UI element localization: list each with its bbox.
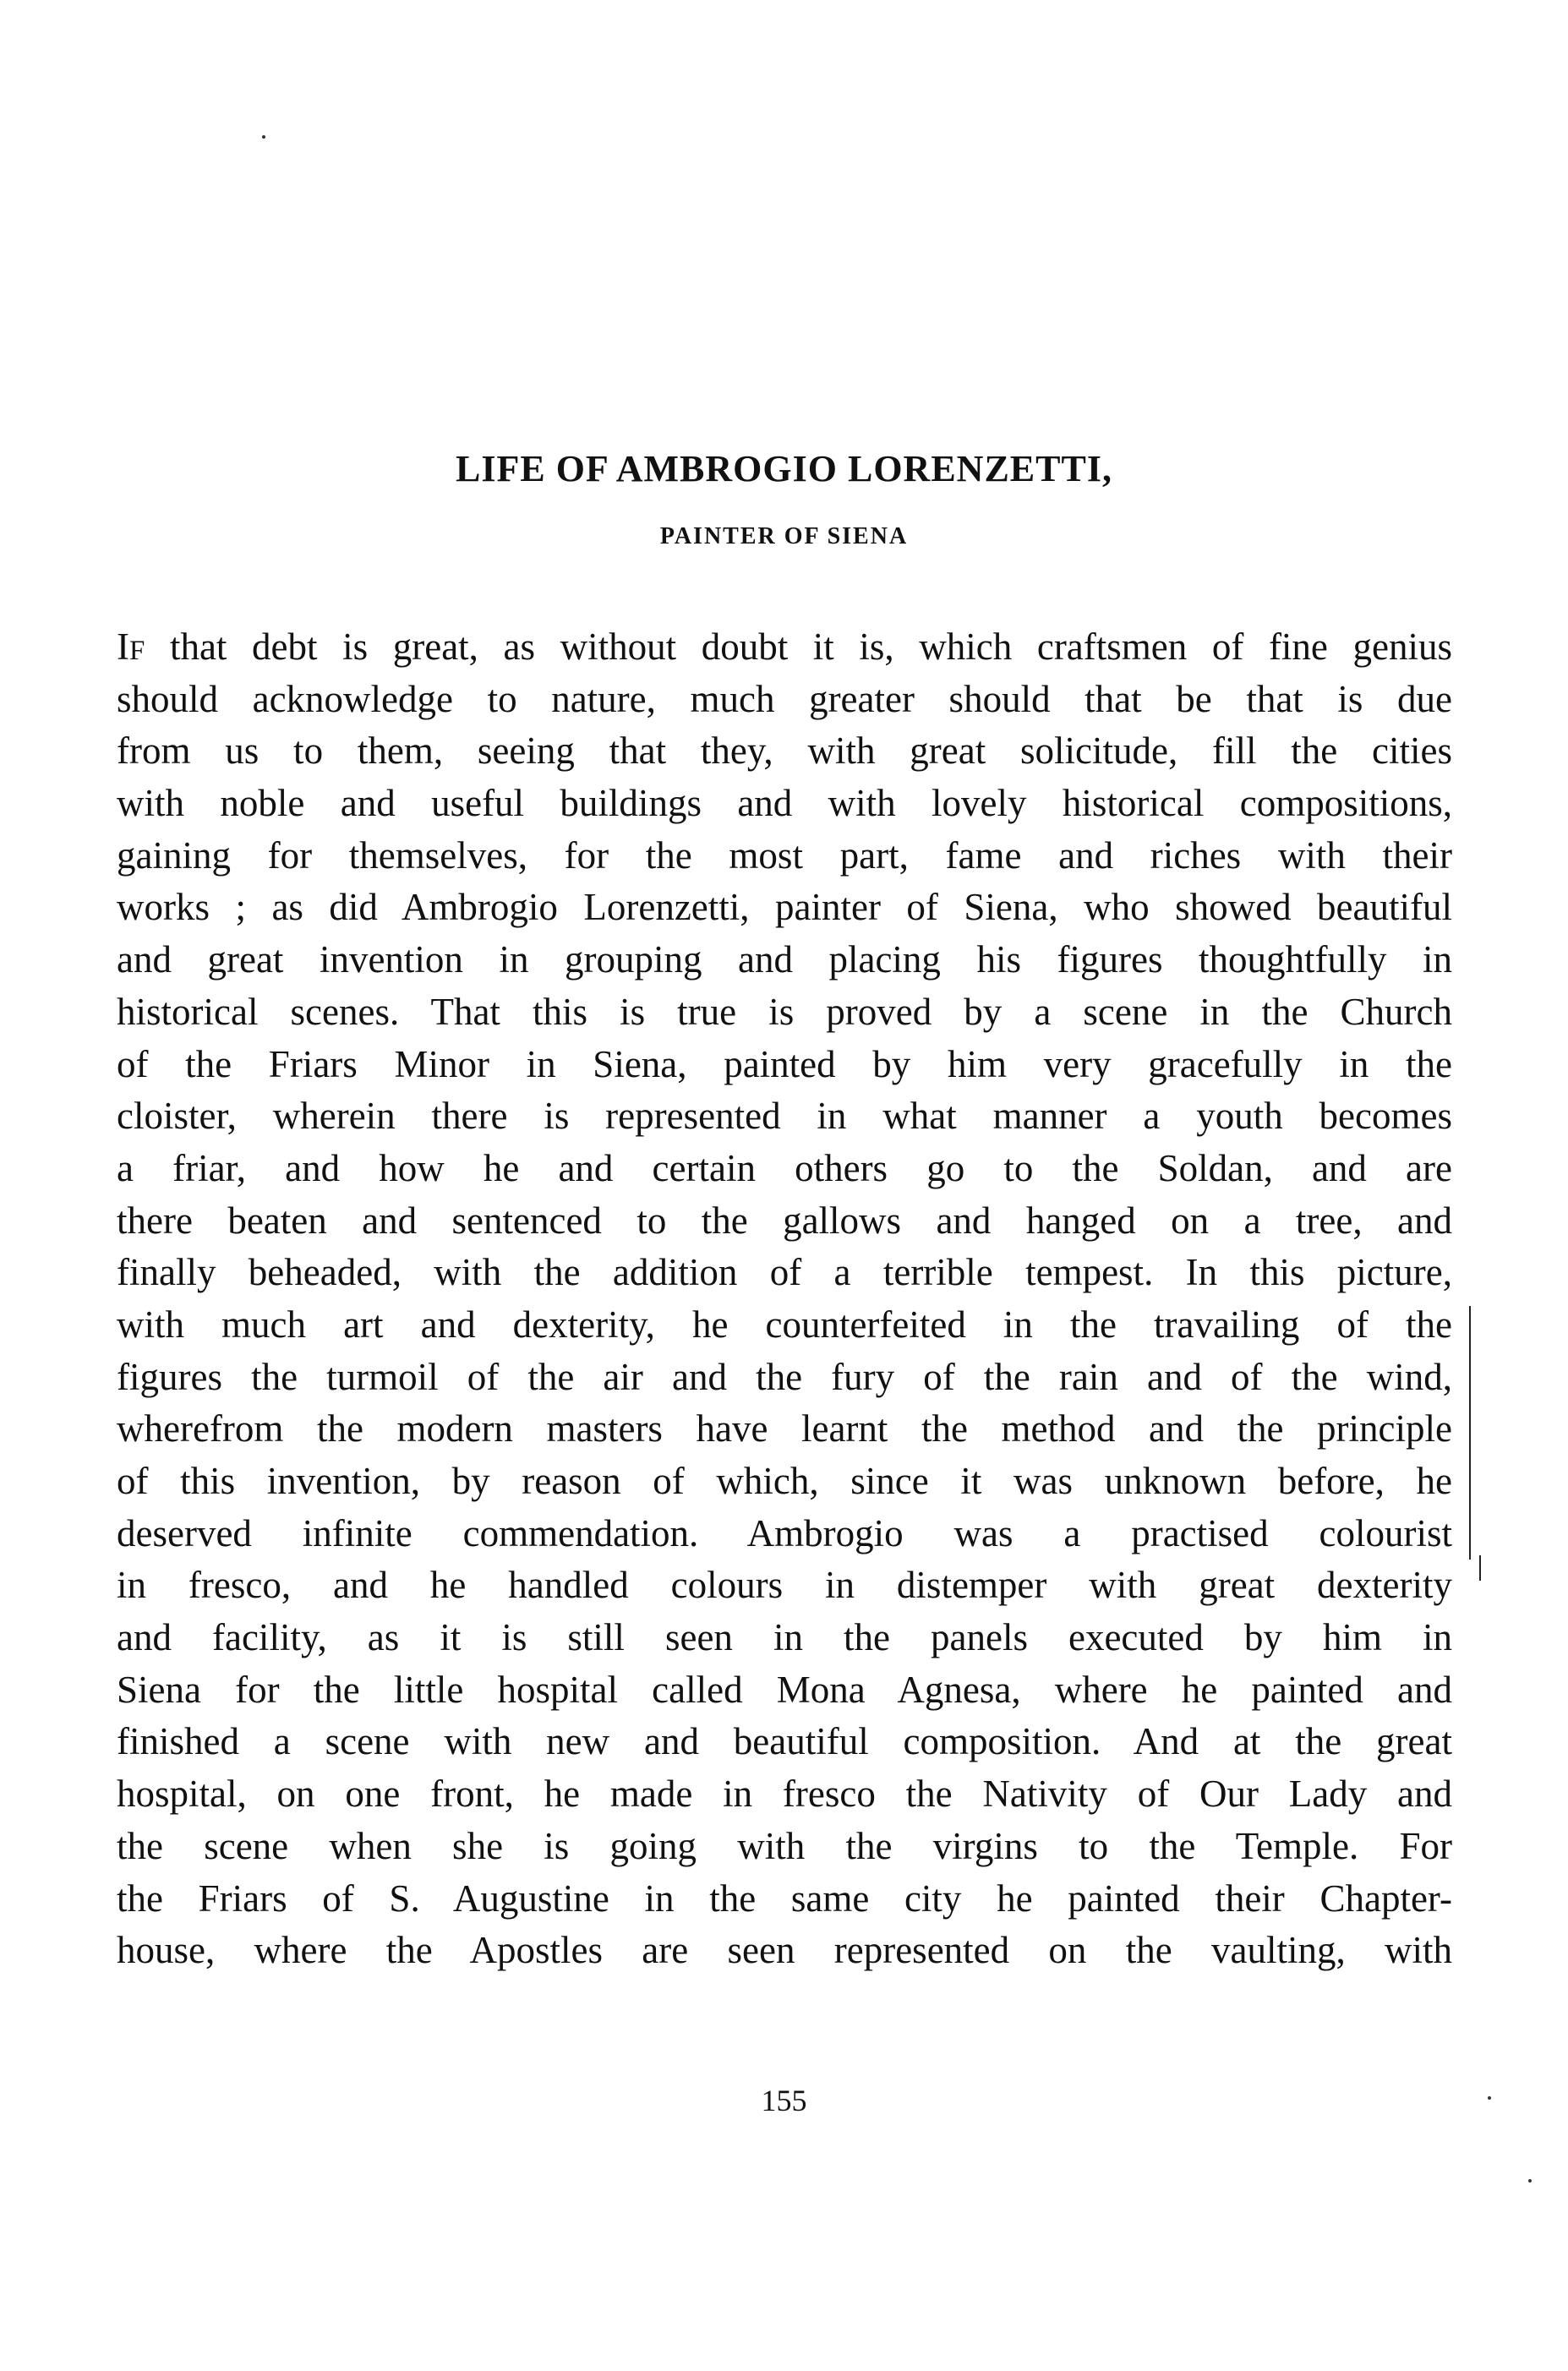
text-line: should acknowledge to nature, much greater should that be that is due (117, 677, 1452, 720)
text-line: the Friars of S. Augustine in the same city he painted their Chapter- (117, 1877, 1452, 1920)
text-line (117, 621, 1452, 674)
text-line: and facility, as it is still seen in the panels executed by him in (117, 1616, 1452, 1659)
text-line: a friar, and how he and certain others go to the Soldan, and are (117, 1146, 1452, 1189)
text-line: of this invention, by reason of which, since it was unknown before, he (117, 1460, 1452, 1502)
text-line: house, where the Apostles are seen represented on the vaulting, with (117, 1929, 1452, 1972)
text-line: hospital, on one front, he made in fresco the Nativity of Our Lady and (117, 1773, 1452, 1816)
text-line: in fresco, and he handled colours in distemper with great dexterity (117, 1564, 1452, 1607)
text-line: from us to them, seeing that they, with great solicitude, fill the cities (117, 729, 1452, 773)
text-line-content: that debt is great, as without doubt it is, which craftsmen of fine genius (145, 626, 1452, 668)
margin-pencil-mark (1469, 1306, 1471, 1560)
small-caps-initial: F (129, 636, 145, 666)
text-line: deserved infinite commendation. Ambrogio was a practised colourist (117, 1511, 1452, 1554)
drop-initial: I (117, 626, 129, 668)
text-line: the scene when she is going with the virgins to the Temple. For (117, 1824, 1452, 1867)
chapter-subtitle: PAINTER OF SIENA (659, 523, 909, 549)
text-line: Siena for the little hospital called Mona Agnesa, where he painted and (117, 1668, 1452, 1711)
text-line: finally beheaded, with the addition of a terrible tempest. In this picture, (117, 1251, 1452, 1294)
body-paragraph (117, 621, 1452, 1977)
chapter-title: LIFE OF AMBROGIO LORENZETTI, (456, 448, 1112, 489)
text-line: finished a scene with new and beautiful composition. And at the great (117, 1720, 1452, 1763)
text-line: there beaten and sentenced to the gallows and hanged on a tree, and (117, 1199, 1452, 1242)
text-line: cloister, wherein there is represented in what manner a youth becomes (117, 1095, 1452, 1138)
text-line: with noble and useful buildings and with lovely historical compositions, (117, 782, 1452, 825)
text-line: of the Friars Minor in Siena, painted by him very gracefully in the (117, 1042, 1452, 1085)
margin-pencil-mark (1479, 1555, 1481, 1581)
text-line: and great invention in grouping and placing his figures thoughtfully in (117, 938, 1452, 981)
text-line: works ; as did Ambrogio Lorenzetti, painter of Siena, who showed beautiful (117, 886, 1452, 929)
ink-speck (1528, 2179, 1532, 2183)
text-line: with much art and dexterity, he counterfeited in the travailing of the (117, 1303, 1452, 1346)
text-line: gaining for themselves, for the most part, fame and riches with their (117, 833, 1452, 877)
text-line: historical scenes. That this is true is proved by a scene in the Church (117, 990, 1452, 1033)
page-number: 155 (761, 2084, 807, 2117)
text-line: wherefrom the modern masters have learnt the method and the principle (117, 1407, 1452, 1450)
ink-speck (262, 135, 265, 139)
text-line: figures the turmoil of the air and the fury of the rain and of the wind, (117, 1355, 1452, 1398)
